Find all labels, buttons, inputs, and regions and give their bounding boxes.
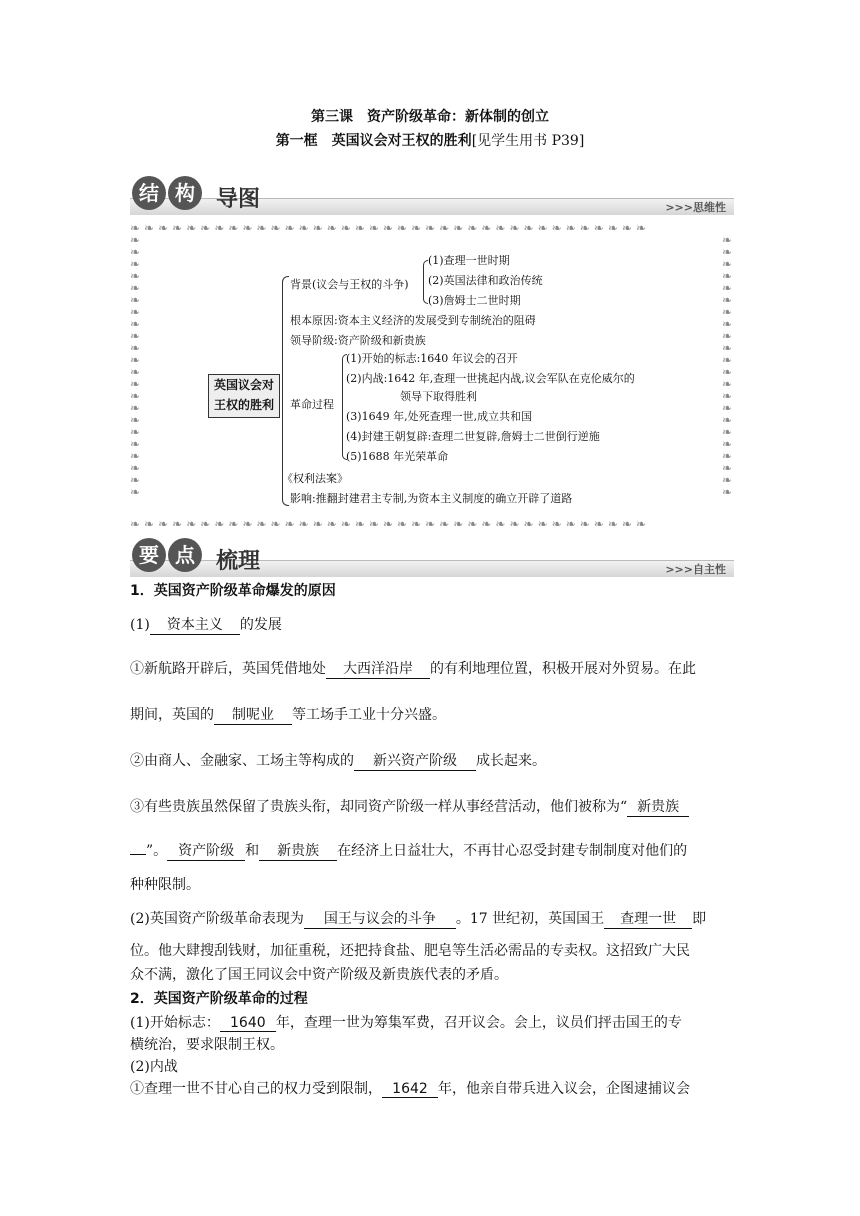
para-11 [130,1012,734,1032]
para-4 [130,750,734,771]
background-item-2: (2)英国法律和政治传统 [428,274,543,287]
text: 等工场手工业十分兴盛。 [292,707,446,723]
process-item-2: (2)内战:1642 年,查理一世挑起内战,议会军队在克伦威尔的 [346,372,635,385]
para-3 [130,704,734,725]
section-title-text: 第一框 英国议会对王权的胜利 [275,133,472,149]
text: 年，查理一世为筹集军费，召开议会。会上，议员们抨击国王的专 [275,1015,682,1031]
para-13: (2)内战 [130,1059,178,1075]
para-8 [130,908,734,929]
background-label: 背景(议会与王权的斗争) [290,278,409,291]
ornament-border-left: ❧❧❧❧❧❧❧❧❧❧❧❧❧❧❧❧❧❧❧❧❧❧ [130,234,141,499]
banner-tag: >>>思维性 [665,201,726,214]
text: 期间，英国的 [130,707,214,723]
banner-word: 梳理 [216,549,261,574]
heading-process: 2．英国资产阶级革命的过程 [130,991,308,1007]
background-item-3: (3)詹姆士二世时期 [428,294,521,307]
process-item-3: (3)1649 年,处死查理一世,成立共和国 [346,410,533,423]
text: 的发展 [239,617,282,633]
process-item-2-cont: 领导下取得胜利 [400,390,477,403]
process-label: 革命过程 [290,398,334,411]
text: ③有些贵族虽然保留了贵族头衔，却同资产阶级一样从事经营活动，他们被称为“ [130,799,628,815]
answer-blank: 新贵族 [259,840,337,861]
mind-map-root: 英国议会对王权的胜利 [208,374,280,418]
answer-blank: 1642 [382,1081,438,1098]
lesson-title: 第三课 资产阶级革命：新体制的创立 [311,109,549,125]
answer-blank-continuation [130,854,146,855]
mind-map-content [148,234,716,518]
banner-char-2: 点 [168,538,202,572]
process-item-1: (1)开始的标志:1640 年议会的召开 [346,352,518,365]
answer-blank: 资本主义 [150,614,240,635]
text: ”。 [146,843,168,859]
process-item-5: (5)1688 年光荣革命 [346,450,449,463]
background-item-1: (1)查理一世时期 [428,254,510,267]
para-9: 位。他大肆搜刮钱财，加征重税，还把持食盐、肥皂等生活必需品的专卖权。这招致广大民 [130,943,690,959]
answer-blank: 1640 [220,1015,276,1032]
text: ①新航路开辟后，英国凭借地处 [130,661,326,677]
banner-tag: >>>自主性 [665,563,726,576]
impact: 影响:推翻封建君主专制,为资本主义制度的确立开辟了道路 [290,492,573,505]
ornament-border-bottom: ❧❧❧❧❧❧❧❧❧❧❧❧❧❧❧❧❧❧❧❧❧❧❧❧❧❧❧❧❧❧❧❧❧❧❧❧❧ [130,518,651,530]
mind-map [130,222,734,530]
text: 成长起来。 [476,753,546,769]
structure-map-banner [130,176,734,216]
para-1 [130,614,734,635]
answer-blank: 大西洋沿岸 [326,658,430,679]
banner-word: 导图 [216,187,261,212]
ornament-border-right: ❧❧❧❧❧❧❧❧❧❧❧❧❧❧❧❧❧❧❧❧❧❧ [722,234,733,499]
banner-char-1: 要 [132,538,166,572]
para-5 [130,796,734,817]
text: 即 [692,911,707,927]
text: (1)开始标志： [130,1015,220,1031]
answer-blank: 国王与议会的斗争 [304,908,456,929]
root-cause: 根本原因:资本主义经济的发展受到专制统治的阻碍 [290,314,536,327]
para-12: 横统治，要求限制王权。 [130,1037,284,1053]
banner-char-2: 构 [168,176,202,210]
text: (1) [130,617,150,633]
page-reference: [见学生用书 P39] [471,133,585,149]
answer-blank: 新兴资产阶级 [354,750,476,771]
text: 在经济上日益壮大，不再甘心忍受封建专制制度对他们的 [337,843,688,859]
para-14 [130,1078,734,1098]
text: ①查理一世不甘心自己的权力受到限制， [130,1081,382,1097]
text: (2)英国资产阶级革命表现为 [130,911,304,927]
answer-blank: 新贵族 [627,796,689,817]
bill-of-rights: 《权利法案》 [282,472,348,485]
text: 年，他亲自带兵进入议会，企图逮捕议会 [438,1081,690,1097]
para-6 [130,840,734,861]
ornament-border-top: ❧❧❧❧❧❧❧❧❧❧❧❧❧❧❧❧❧❧❧❧❧❧❧❧❧❧❧❧❧❧❧❧❧❧❧❧❧ [130,222,651,234]
key-points-banner [130,538,734,578]
text: 。17 世纪初，英国国王 [455,911,605,927]
section-title [0,130,860,150]
banner-char-1: 结 [132,176,166,210]
heading-causes: 1．英国资产阶级革命爆发的原因 [130,583,336,599]
text: 的有利地理位置，积极开展对外贸易。在此 [430,661,696,677]
leading-class: 领导阶级:资产阶级和新贵族 [290,334,426,347]
answer-blank: 资产阶级 [167,840,245,861]
text: ②由商人、金融家、工场主等构成的 [130,753,354,769]
para-7: 种种限制。 [130,877,200,893]
para-2 [130,658,734,679]
para-10: 众不满，激化了国王同议会中资产阶级及新贵族代表的矛盾。 [130,967,508,983]
process-item-4: (4)封建王朝复辟:查理二世复辟,詹姆士二世倒行逆施 [346,430,600,443]
answer-blank: 制呢业 [214,704,292,725]
answer-blank: 查理一世 [604,908,692,929]
text: 和 [245,843,260,859]
